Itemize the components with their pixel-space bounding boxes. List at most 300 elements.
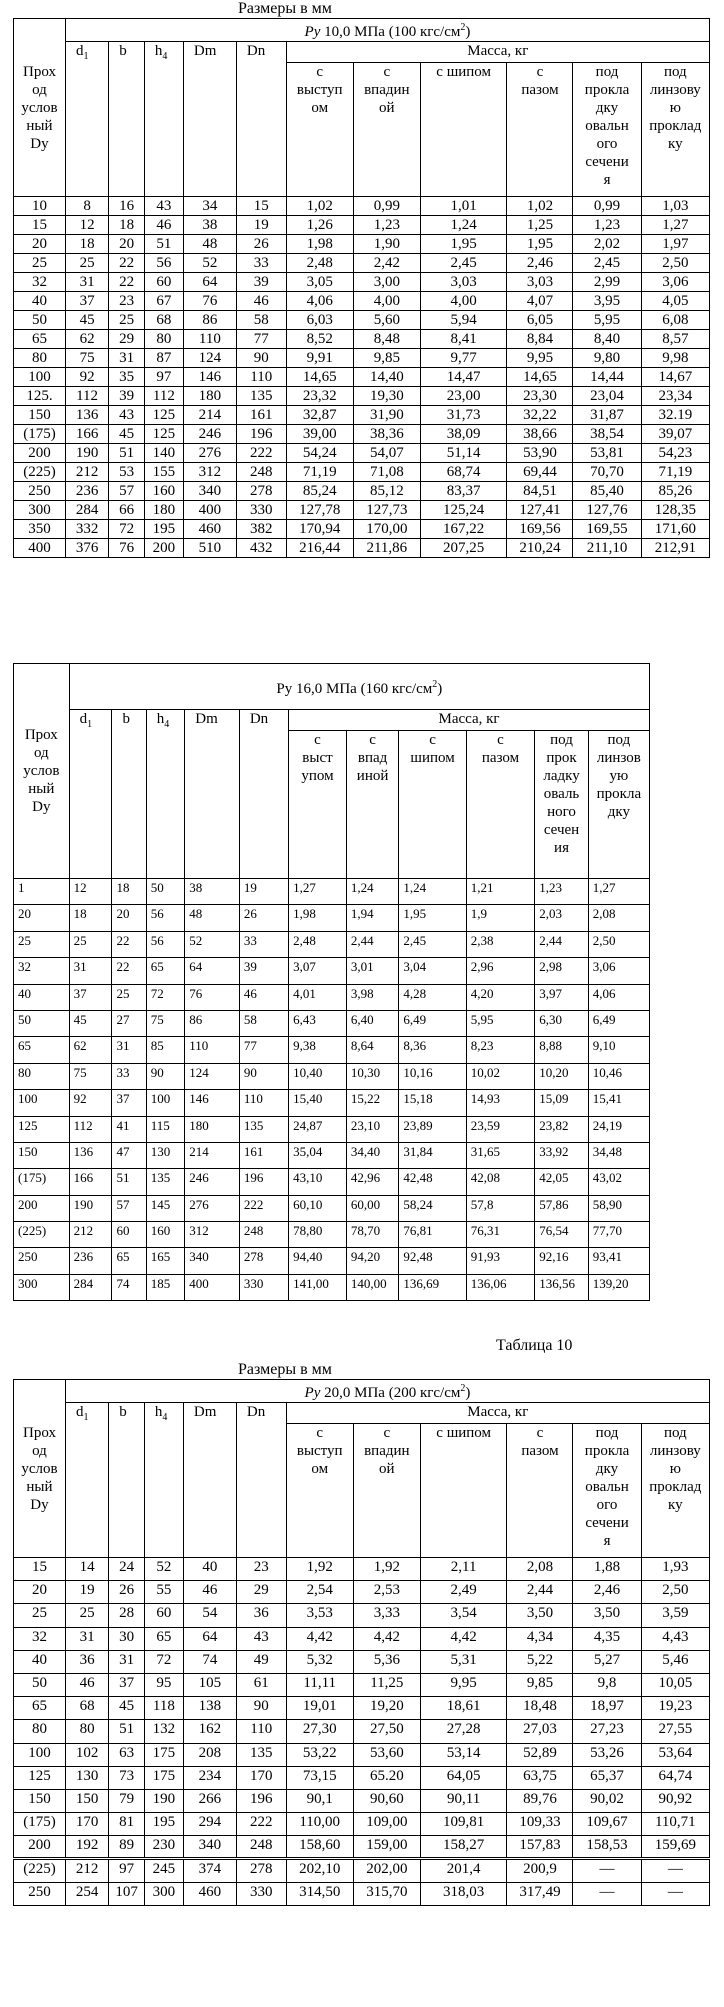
- table-cell: 92,48: [399, 1248, 466, 1274]
- table-cell: 46: [144, 216, 183, 235]
- table-cell: 31,73: [420, 406, 507, 425]
- table-cell: 158,60: [286, 1836, 353, 1859]
- table-cell: 51: [109, 444, 145, 463]
- table-cell: 110,71: [641, 1813, 709, 1836]
- table-cell: 75: [146, 1010, 185, 1036]
- cell-passage: 125: [14, 1116, 70, 1142]
- table-cell: 136,06: [466, 1274, 535, 1300]
- pressure-prefix: Ру: [304, 24, 321, 40]
- pressure-header: [69, 664, 649, 710]
- table-cell: 31: [69, 958, 112, 984]
- table-cell: 14,40: [353, 368, 420, 387]
- table-cell: 50: [146, 879, 185, 905]
- table-cell: 4,07: [507, 292, 573, 311]
- table-cell: 58,24: [399, 1195, 466, 1221]
- table-cell: 212: [65, 463, 108, 482]
- table-cell: 9,95: [507, 349, 573, 368]
- table-cell: 33: [236, 254, 286, 273]
- table-cell: 90: [236, 1697, 286, 1720]
- table-row: [14, 1859, 710, 1882]
- table-cell: 46: [65, 1673, 108, 1696]
- table-cell: 90,92: [641, 1789, 709, 1812]
- col-mass-recess: с впадин ой: [353, 1424, 420, 1558]
- table-cell: 19,20: [353, 1697, 420, 1720]
- dims-caption-1: Размеры в мм: [238, 0, 332, 17]
- table-cell: 23,10: [346, 1116, 398, 1142]
- table-cell: 124: [185, 1063, 240, 1089]
- table-cell: 136,69: [399, 1274, 466, 1300]
- cell-passage: 25: [14, 931, 70, 957]
- pressure-text: 10,0 МПа (100 кгс/см: [324, 24, 461, 40]
- table-cell: 248: [239, 1222, 288, 1248]
- table-cell: 46: [183, 1581, 236, 1604]
- table-cell: 23: [236, 1558, 286, 1581]
- table-row: [14, 501, 710, 520]
- table-cell: 1,95: [507, 235, 573, 254]
- table-cell: 64: [185, 958, 240, 984]
- cell-passage: 32: [14, 273, 66, 292]
- table-cell: 1,21: [466, 879, 535, 905]
- table-cell: 9,77: [420, 349, 507, 368]
- table-cell: 10,16: [399, 1063, 466, 1089]
- table-cell: 135: [236, 387, 286, 406]
- table-cell: 110: [185, 1037, 240, 1063]
- cell-passage: 40: [14, 984, 70, 1010]
- table-cell: 180: [185, 1116, 240, 1142]
- table-cell: 78,80: [289, 1222, 347, 1248]
- table-cell: 52: [185, 931, 240, 957]
- table-cell: 130: [65, 1766, 108, 1789]
- table-row: [14, 1116, 650, 1142]
- table-cell: 400: [183, 501, 236, 520]
- cell-passage: 150: [14, 1789, 66, 1812]
- table-cell: 22: [112, 958, 146, 984]
- col-d1: $d_1$: [65, 42, 108, 197]
- col-b: b: [109, 42, 145, 197]
- table-cell: 80: [144, 330, 183, 349]
- col-mass-recess: с впад иной: [346, 731, 398, 879]
- table-cell: 211,10: [573, 539, 641, 558]
- table-cell: 2,46: [507, 254, 573, 273]
- table-number-caption: Таблица 10: [496, 1337, 573, 1354]
- table-cell: 9,91: [286, 349, 353, 368]
- table-cell: 14,65: [507, 368, 573, 387]
- table-cell: 18: [112, 879, 146, 905]
- table-cell: 25: [109, 311, 145, 330]
- table-cell: 15,41: [588, 1090, 649, 1116]
- col-dm: Dm: [183, 42, 236, 197]
- table-cell: 14,65: [286, 368, 353, 387]
- flange-table-16mpa: [13, 663, 650, 1301]
- pressure-text: Ру 16,0 МПа (160 кгс/см: [276, 680, 433, 697]
- table-cell: 43: [236, 1627, 286, 1650]
- table-cell: 22: [109, 273, 145, 292]
- cell-passage: (175): [14, 1813, 66, 1836]
- table-cell: 90,11: [420, 1789, 507, 1812]
- table-row: [14, 1222, 650, 1248]
- table-cell: 39: [236, 273, 286, 292]
- table-cell: 185: [146, 1274, 185, 1300]
- table-cell: 266: [183, 1789, 236, 1812]
- table-cell: 15,18: [399, 1090, 466, 1116]
- table-cell: 12: [69, 879, 112, 905]
- table-cell: 1,97: [641, 235, 709, 254]
- table-cell: 245: [144, 1859, 183, 1882]
- col-mass-raised: с выступ ом: [286, 1424, 353, 1558]
- table-cell: 10,30: [346, 1063, 398, 1089]
- table-cell: 2,96: [466, 958, 535, 984]
- table-cell: 19: [236, 216, 286, 235]
- table-cell: 76: [185, 984, 240, 1010]
- table-row: [14, 463, 710, 482]
- table-row: [14, 931, 650, 957]
- table-cell: 222: [236, 444, 286, 463]
- table-cell: 2,42: [353, 254, 420, 273]
- col-mass-oval: под прок ладку оваль ного сечен ия: [535, 731, 589, 879]
- table-cell: 18,97: [573, 1697, 641, 1720]
- table-cell: 90: [146, 1063, 185, 1089]
- table-row: [14, 984, 650, 1010]
- table-cell: 4,06: [588, 984, 649, 1010]
- pressure-tail: ): [437, 680, 443, 697]
- table-cell: 30: [109, 1627, 145, 1650]
- table-cell: 65: [112, 1248, 146, 1274]
- table-cell: 51: [112, 1169, 146, 1195]
- table-cell: 18,48: [507, 1697, 573, 1720]
- table-cell: 58: [236, 311, 286, 330]
- cell-passage: 100: [14, 1090, 70, 1116]
- cell-passage: 300: [14, 501, 66, 520]
- table-cell: 71,08: [353, 463, 420, 482]
- table-cell: 8,88: [535, 1037, 589, 1063]
- table-cell: 5,95: [466, 1010, 535, 1036]
- table-cell: 14,67: [641, 368, 709, 387]
- table-cell: 27,03: [507, 1720, 573, 1743]
- table-cell: 284: [65, 501, 108, 520]
- pressure-prefix: Ру: [304, 1385, 321, 1401]
- table-cell: 2,45: [399, 931, 466, 957]
- cell-passage: 200: [14, 444, 66, 463]
- table-row: [14, 1063, 650, 1089]
- table-cell: 340: [185, 1248, 240, 1274]
- table-cell: 45: [109, 1697, 145, 1720]
- table-cell: 192: [65, 1836, 108, 1859]
- col-d1: $d_1$: [65, 1403, 108, 1558]
- table-cell: 160: [146, 1222, 185, 1248]
- table-row: [14, 1581, 710, 1604]
- table-cell: 4,42: [353, 1627, 420, 1650]
- table-cell: 57: [109, 482, 145, 501]
- table-cell: 55: [144, 1581, 183, 1604]
- table-cell: 1,9: [466, 905, 535, 931]
- table-cell: 63,75: [507, 1766, 573, 1789]
- cell-passage: 65: [14, 1037, 70, 1063]
- table-cell: —: [641, 1882, 709, 1905]
- table-cell: 11,11: [286, 1673, 353, 1696]
- table-cell: 31: [65, 273, 108, 292]
- table-cell: 27: [112, 1010, 146, 1036]
- table-cell: 169,56: [507, 520, 573, 539]
- table-cell: 170,00: [353, 520, 420, 539]
- table-cell: 161: [236, 406, 286, 425]
- table-cell: 230: [144, 1836, 183, 1859]
- table-cell: 332: [65, 520, 108, 539]
- col-mass-raised: с выступ ом: [286, 63, 353, 197]
- table-cell: 65.20: [353, 1766, 420, 1789]
- table-cell: 77: [236, 330, 286, 349]
- table-cell: 2,99: [573, 273, 641, 292]
- table-cell: 87: [144, 349, 183, 368]
- table-cell: 102: [65, 1743, 108, 1766]
- table-cell: 74: [112, 1274, 146, 1300]
- pressure-header: [65, 1380, 709, 1403]
- col-mass-tongue: с шипом: [420, 1424, 507, 1558]
- table-cell: 14,93: [466, 1090, 535, 1116]
- table-cell: 158,53: [573, 1836, 641, 1859]
- table-cell: 64: [183, 273, 236, 292]
- table-cell: 93,41: [588, 1248, 649, 1274]
- table-cell: 39,00: [286, 425, 353, 444]
- table-cell: 53,81: [573, 444, 641, 463]
- table-cell: 8,41: [420, 330, 507, 349]
- table-cell: 42,05: [535, 1169, 589, 1195]
- table-cell: 214: [183, 406, 236, 425]
- table-cell: 63: [109, 1743, 145, 1766]
- table-row: [14, 368, 710, 387]
- table-cell: 14: [65, 1558, 108, 1581]
- table-row: [14, 1743, 710, 1766]
- table-row: [14, 254, 710, 273]
- table-row: [14, 444, 710, 463]
- cell-passage: 15: [14, 1558, 66, 1581]
- table-cell: 24,87: [289, 1116, 347, 1142]
- table-cell: 31: [112, 1037, 146, 1063]
- table-cell: 112: [65, 387, 108, 406]
- table-row: [14, 520, 710, 539]
- cell-passage: 20: [14, 905, 70, 931]
- table-row: [14, 406, 710, 425]
- table-cell: 127,41: [507, 501, 573, 520]
- table-cell: 1,03: [641, 197, 709, 216]
- cell-passage: (175): [14, 425, 66, 444]
- table-cell: 8,48: [353, 330, 420, 349]
- table-cell: 19: [239, 879, 288, 905]
- table-cell: 76: [109, 539, 145, 558]
- pressure-sup: 2: [432, 678, 438, 690]
- table-cell: 1,94: [346, 905, 398, 931]
- cell-passage: 25: [14, 1604, 66, 1627]
- cell-passage: 400: [14, 539, 66, 558]
- table-cell: 4,00: [420, 292, 507, 311]
- table-cell: 9,85: [353, 349, 420, 368]
- table-cell: 312: [185, 1222, 240, 1248]
- table-cell: 64,74: [641, 1766, 709, 1789]
- table-cell: 40: [183, 1558, 236, 1581]
- table-cell: 2,02: [573, 235, 641, 254]
- table-cell: —: [573, 1882, 641, 1905]
- table-body-1: [14, 197, 710, 558]
- table-row: [14, 905, 650, 931]
- table-cell: 2,08: [507, 1558, 573, 1581]
- table-cell: 90,60: [353, 1789, 420, 1812]
- cell-passage: 32: [14, 958, 70, 984]
- table-cell: 51,14: [420, 444, 507, 463]
- table-cell: 72: [144, 1650, 183, 1673]
- table-cell: 4,43: [641, 1627, 709, 1650]
- col-h4: $h_4$: [146, 710, 185, 879]
- table-cell: 3,03: [507, 273, 573, 292]
- table-cell: 8,40: [573, 330, 641, 349]
- table-cell: 4,28: [399, 984, 466, 1010]
- table-cell: 3,33: [353, 1604, 420, 1627]
- table-cell: 400: [185, 1274, 240, 1300]
- table-cell: 460: [183, 1882, 236, 1905]
- col-dm: Dm: [183, 1403, 236, 1558]
- cell-passage: 25: [14, 254, 66, 273]
- table-cell: 236: [69, 1248, 112, 1274]
- col-mass-tongue: с шипом: [399, 731, 466, 879]
- table-cell: 105: [183, 1673, 236, 1696]
- table-cell: 76,31: [466, 1222, 535, 1248]
- table-cell: 38,54: [573, 425, 641, 444]
- table-cell: 51: [144, 235, 183, 254]
- table-cell: 146: [183, 368, 236, 387]
- col-h4: $h_4$: [144, 42, 183, 197]
- table-cell: 4,20: [466, 984, 535, 1010]
- table-cell: 10,20: [535, 1063, 589, 1089]
- col-dn: Dn: [239, 710, 288, 879]
- table-cell: 317,49: [507, 1882, 573, 1905]
- table-row: [14, 1813, 710, 1836]
- table-cell: 3,95: [573, 292, 641, 311]
- table-cell: 4,35: [573, 1627, 641, 1650]
- table-cell: 19,30: [353, 387, 420, 406]
- table-cell: 169,55: [573, 520, 641, 539]
- table-cell: 8,64: [346, 1037, 398, 1063]
- table-cell: 200,9: [507, 1859, 573, 1882]
- table-cell: 3,98: [346, 984, 398, 1010]
- cell-passage: 40: [14, 292, 66, 311]
- table-cell: 110,00: [286, 1813, 353, 1836]
- cell-passage: 250: [14, 1882, 66, 1905]
- table-cell: 92,16: [535, 1248, 589, 1274]
- cell-passage: (225): [14, 1859, 66, 1882]
- table-cell: 216,44: [286, 539, 353, 558]
- col-dn: Dn: [236, 42, 286, 197]
- table-cell: 175: [144, 1743, 183, 1766]
- pressure-tail: ): [465, 1385, 471, 1401]
- table-row: [14, 235, 710, 254]
- table-cell: 1,24: [399, 879, 466, 905]
- cell-passage: 300: [14, 1274, 70, 1300]
- table-row: [14, 1766, 710, 1789]
- table-cell: 200: [144, 539, 183, 558]
- table-row: [14, 1142, 650, 1168]
- table-cell: 31: [65, 1627, 108, 1650]
- table-cell: 312: [183, 463, 236, 482]
- table-cell: 109,33: [507, 1813, 573, 1836]
- table-cell: 1,01: [420, 197, 507, 216]
- table-cell: 97: [109, 1859, 145, 1882]
- table-cell: 43,02: [588, 1169, 649, 1195]
- table-cell: 45: [65, 311, 108, 330]
- table-cell: 112: [69, 1116, 112, 1142]
- table-cell: 139,20: [588, 1274, 649, 1300]
- table-row: [14, 292, 710, 311]
- table-cell: 38: [185, 879, 240, 905]
- table-row: [14, 1673, 710, 1696]
- table-cell: 9,95: [420, 1673, 507, 1696]
- table-row: [14, 1650, 710, 1673]
- table-cell: 330: [239, 1274, 288, 1300]
- table-cell: 3,04: [399, 958, 466, 984]
- table-cell: 12: [65, 216, 108, 235]
- table-cell: 1,98: [289, 905, 347, 931]
- table-cell: 146: [185, 1090, 240, 1116]
- table-cell: 4,00: [353, 292, 420, 311]
- table-cell: 31,87: [573, 406, 641, 425]
- cell-passage: 125.: [14, 387, 66, 406]
- table-cell: 76: [183, 292, 236, 311]
- table-cell: 45: [109, 425, 145, 444]
- table-cell: 4,42: [420, 1627, 507, 1650]
- table-cell: 15,40: [289, 1090, 347, 1116]
- table-cell: 34,40: [346, 1142, 398, 1168]
- table-cell: 330: [236, 1882, 286, 1905]
- table-cell: 38,36: [353, 425, 420, 444]
- table-cell: 6,08: [641, 311, 709, 330]
- table-cell: 0,99: [573, 197, 641, 216]
- table-cell: 39: [109, 387, 145, 406]
- table-cell: 2,50: [641, 254, 709, 273]
- table-cell: 70,70: [573, 463, 641, 482]
- table-cell: 75: [65, 349, 108, 368]
- cell-passage: 80: [14, 1720, 66, 1743]
- table-cell: —: [641, 1859, 709, 1882]
- table-cell: 196: [239, 1169, 288, 1195]
- table-cell: 2,11: [420, 1558, 507, 1581]
- table-cell: 1,23: [573, 216, 641, 235]
- table-cell: 86: [185, 1010, 240, 1036]
- table-cell: 3,97: [535, 984, 589, 1010]
- table-cell: 376: [65, 539, 108, 558]
- cell-passage: 65: [14, 330, 66, 349]
- table-cell: 67: [144, 292, 183, 311]
- table-cell: 141,00: [289, 1274, 347, 1300]
- table-cell: 73: [109, 1766, 145, 1789]
- table-cell: 165: [146, 1248, 185, 1274]
- table-cell: 124: [183, 349, 236, 368]
- table-cell: 180: [183, 387, 236, 406]
- table-cell: 210,24: [507, 539, 573, 558]
- table-cell: 69,44: [507, 463, 573, 482]
- table-cell: 48: [185, 905, 240, 931]
- table-cell: 254: [65, 1882, 108, 1905]
- cell-passage: (225): [14, 463, 66, 482]
- table-cell: 60,00: [346, 1195, 398, 1221]
- table-cell: 2,44: [507, 1581, 573, 1604]
- table-cell: 314,50: [286, 1882, 353, 1905]
- table-cell: 171,60: [641, 520, 709, 539]
- table-cell: 3,01: [346, 958, 398, 984]
- table-row: [14, 1037, 650, 1063]
- table-cell: 180: [144, 501, 183, 520]
- table-row: [14, 330, 710, 349]
- table-cell: 170: [236, 1766, 286, 1789]
- table-cell: 56: [146, 905, 185, 931]
- table-cell: 3,05: [286, 273, 353, 292]
- table-cell: 10,05: [641, 1673, 709, 1696]
